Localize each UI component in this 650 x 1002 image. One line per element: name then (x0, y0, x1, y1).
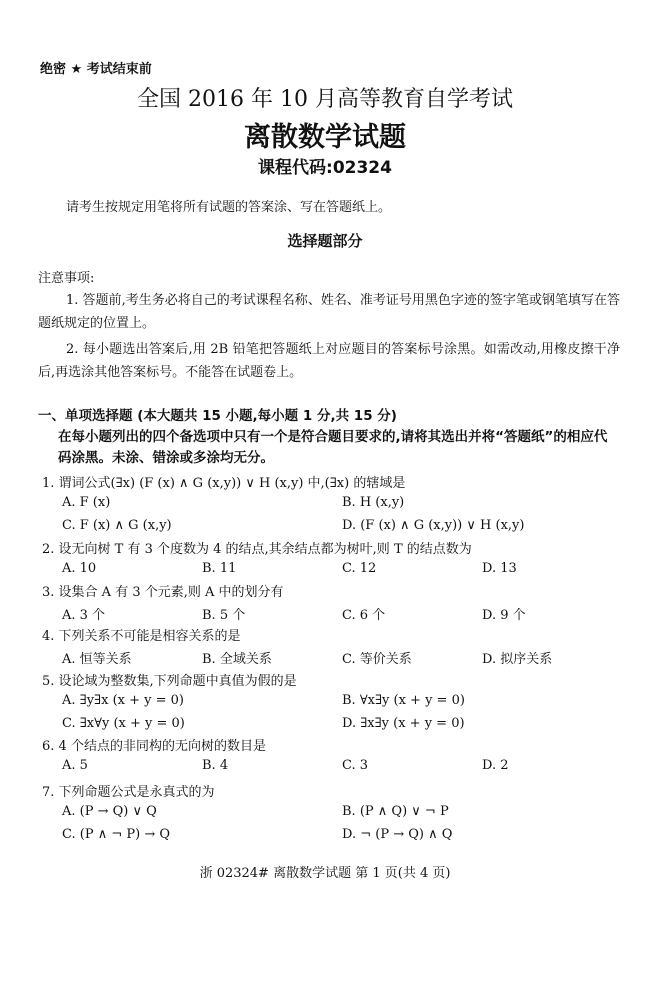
question-option: D. ¬ (P → Q) ∧ Q (342, 827, 453, 842)
question-stem: 2. 设无向树 T 有 3 个度数为 4 的结点,其余结点都为树叶,则 T 的结点数为 (42, 542, 472, 557)
question-option: C. ∃x∀y (x + y = 0) (62, 716, 185, 731)
notes-title: 注意事项: (38, 271, 95, 286)
question-option: D. 拟序关系 (482, 652, 553, 667)
question-option: A. 恒等关系 (62, 652, 132, 667)
part-title: 选择题部分 (287, 232, 363, 250)
page-footer: 浙 02324# 离散数学试题 第 1 页(共 4 页) (199, 866, 451, 881)
question-option: B. 全域关系 (202, 652, 272, 667)
question-stem: 1. 谓词公式(∃x) (F (x) ∧ G (x,y)) ∨ H (x,y) 中,(∃x) 的辖域是 (42, 476, 406, 491)
question-option: B. (P ∧ Q) ∨ ¬ P (342, 804, 449, 819)
question-stem: 6. 4 个结点的非同构的无向树的数目是 (42, 739, 266, 754)
question-stem: 5. 设论域为整数集,下列命题中真值为假的是 (42, 674, 297, 689)
question-option: C. 12 (342, 561, 377, 576)
note-item-1: 1. 答题前,考生务必将自己的考试课程名称、姓名、准考证号用黑色字迹的签字笔或钢笔填写在答题纸规定的位置上。 (38, 293, 620, 331)
question-option: C. F (x) ∧ G (x,y) (62, 518, 172, 533)
question-stem: 3. 设集合 A 有 3 个元素,则 A 中的划分有 (42, 585, 284, 600)
exam-title: 全国 2016 年 10 月高等教育自学考试 (137, 87, 513, 112)
question-option: B. ∀x∃y (x + y = 0) (342, 693, 465, 708)
question-option: C. 3 (342, 758, 369, 773)
question-option: C. (P ∧ ¬ P) → Q (62, 827, 171, 842)
course-code: 课程代码:02324 (258, 158, 392, 178)
confidential-label: 绝密 ★ 考试结束前 (40, 62, 152, 77)
question-option: C. 6 个 (342, 608, 386, 623)
question-option: B. 4 (202, 758, 229, 773)
question-stem: 7. 下列命题公式是永真式的为 (42, 785, 215, 800)
question-option: B. 5 个 (202, 608, 246, 623)
question-option: A. 10 (62, 561, 97, 576)
question-option: A. ∃y∃x (x + y = 0) (62, 693, 184, 708)
general-instruction: 请考生按规定用笔将所有试题的答案涂、写在答题纸上。 (66, 200, 392, 215)
question-option: A. 3 个 (62, 608, 106, 623)
question-option: D. 13 (482, 561, 517, 576)
question-option: D. (F (x) ∧ G (x,y)) ∨ H (x,y) (342, 518, 525, 533)
subject-title: 离散数学试题 (244, 122, 406, 153)
question-option: D. 9 个 (482, 608, 526, 623)
question-option: C. 等价关系 (342, 652, 412, 667)
question-option: A. (P → Q) ∨ Q (62, 804, 157, 819)
note-item-2: 2. 每小题选出答案后,用 2B 铅笔把答题纸上对应题目的答案标号涂黑。如需改动,用橡皮擦干净后,再选涂其他答案标号。不能答在试题卷上。 (38, 342, 620, 380)
question-option: B. H (x,y) (342, 495, 405, 510)
question-stem: 4. 下列关系不可能是相容关系的是 (42, 629, 241, 644)
section-heading: 一、单项选择题 (本大题共 15 小题,每小题 1 分,共 15 分) (38, 408, 397, 424)
question-option: A. 5 (62, 758, 88, 773)
section-note: 在每小题列出的四个备选项中只有一个是符合题目要求的,请将其选出并将“答题纸”的相应代码涂黑。未涂、错涂或多涂均无分。 (58, 429, 608, 466)
question-option: A. F (x) (62, 495, 111, 510)
question-option: D. 2 (482, 758, 509, 773)
question-option: D. ∃x∃y (x + y = 0) (342, 716, 465, 731)
question-option: B. 11 (202, 561, 237, 576)
